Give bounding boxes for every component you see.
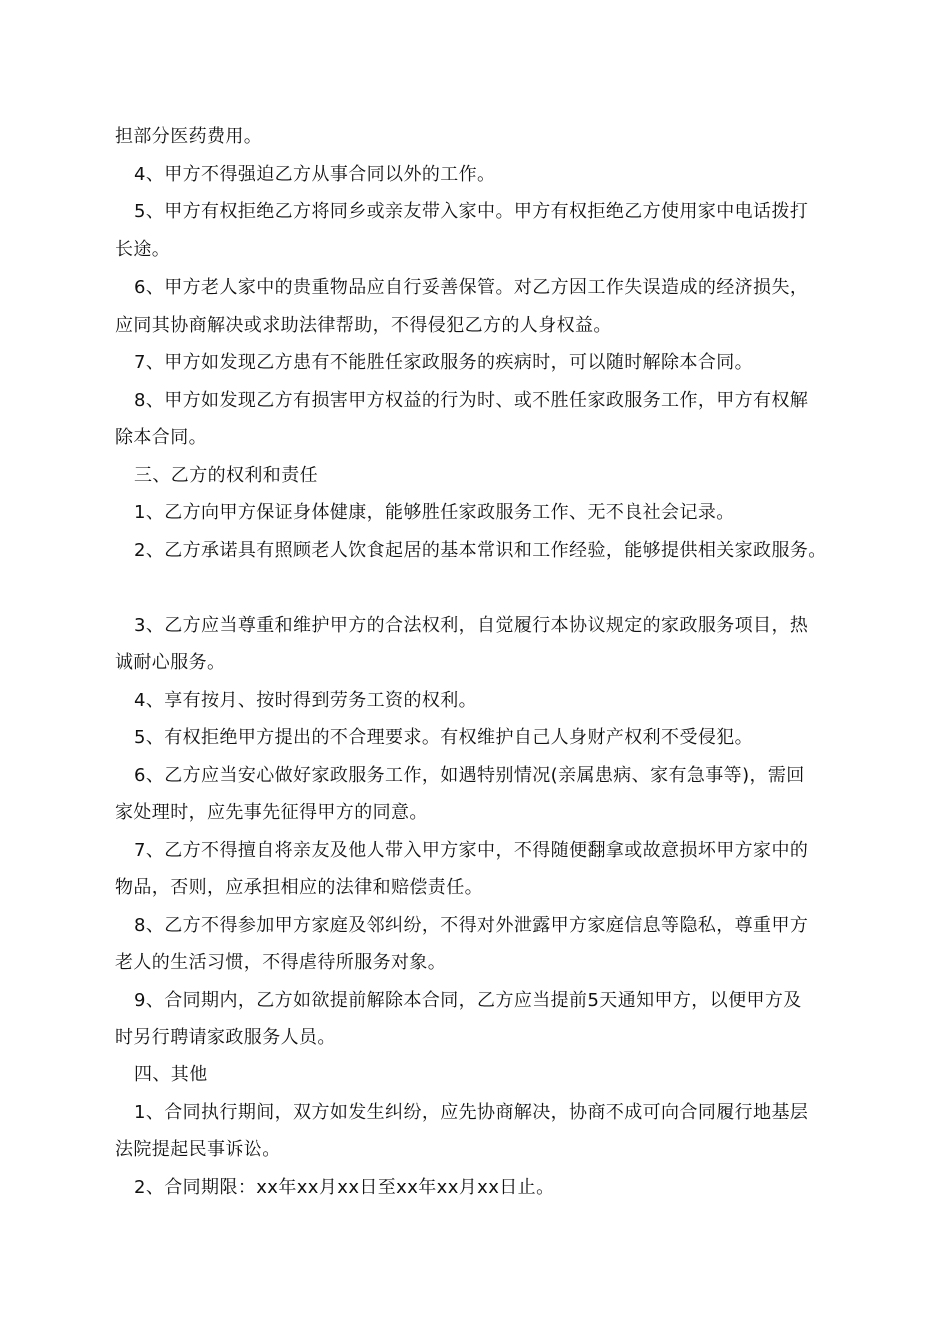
text-line: 法院提起民事诉讼。 bbox=[115, 1139, 281, 1160]
text-line: 物品，否则，应承担相应的法律和赔偿责任。 bbox=[115, 877, 483, 898]
text-line: 担部分医药费用。 bbox=[115, 126, 263, 147]
text-line: 6、乙方应当安心做好家政服务工作，如遇特别情况(亲属患病、家有急事等)，需回 bbox=[134, 765, 805, 786]
text-line: 8、甲方如发现乙方有损害甲方权益的行为时、或不胜任家政服务工作，甲方有权解 bbox=[134, 390, 809, 411]
section-heading: 四、其他 bbox=[134, 1064, 208, 1085]
text-line: 除本合同。 bbox=[115, 427, 207, 448]
section-heading: 三、乙方的权利和责任 bbox=[134, 465, 318, 486]
text-line: 3、乙方应当尊重和维护甲方的合法权利，自觉履行本协议规定的家政服务项目，热 bbox=[134, 615, 809, 636]
text-line: 1、乙方向甲方保证身体健康，能够胜任家政服务工作、无不良社会记录。 bbox=[134, 502, 735, 523]
text-line: 6、甲方老人家中的贵重物品应自行妥善保管。对乙方因工作失误造成的经济损失， bbox=[134, 277, 809, 298]
text-line: 2、乙方承诺具有照顾老人饮食起居的基本常识和工作经验，能够提供相关家政服务。 bbox=[134, 540, 827, 561]
text-line: 1、合同执行期间，双方如发生纠纷，应先协商解决，协商不成可向合同履行地基层 bbox=[134, 1102, 809, 1123]
text-line: 8、乙方不得参加甲方家庭及邻纠纷，不得对外泄露甲方家庭信息等隐私，尊重甲方 bbox=[134, 915, 809, 936]
text-line: 7、乙方不得擅自将亲友及他人带入甲方家中，不得随便翻拿或故意损坏甲方家中的 bbox=[134, 840, 809, 861]
text-line: 时另行聘请家政服务人员。 bbox=[115, 1027, 336, 1048]
text-line: 9、合同期内，乙方如欲提前解除本合同，乙方应当提前5天通知甲方，以便甲方及 bbox=[134, 990, 802, 1011]
text-line: 2、合同期限：xx年xx月xx日至xx年xx月xx日止。 bbox=[134, 1177, 555, 1198]
text-line: 5、甲方有权拒绝乙方将同乡或亲友带入家中。甲方有权拒绝乙方使用家中电话拨打 bbox=[134, 201, 809, 222]
text-line: 老人的生活习惯，不得虐待所服务对象。 bbox=[115, 952, 447, 973]
text-line: 7、甲方如发现乙方患有不能胜任家政服务的疾病时，可以随时解除本合同。 bbox=[134, 352, 754, 373]
text-line: 应同其协商解决或求助法律帮助，不得侵犯乙方的人身权益。 bbox=[115, 315, 612, 336]
text-line: 诚耐心服务。 bbox=[115, 652, 226, 673]
text-line: 长途。 bbox=[115, 239, 171, 260]
text-line: 5、有权拒绝甲方提出的不合理要求。有权维护自己人身财产权利不受侵犯。 bbox=[134, 727, 754, 748]
text-line: 4、甲方不得强迫乙方从事合同以外的工作。 bbox=[134, 164, 496, 185]
text-line: 4、享有按月、按时得到劳务工资的权利。 bbox=[134, 690, 478, 711]
text-line: 家处理时，应先事先征得甲方的同意。 bbox=[115, 802, 428, 823]
